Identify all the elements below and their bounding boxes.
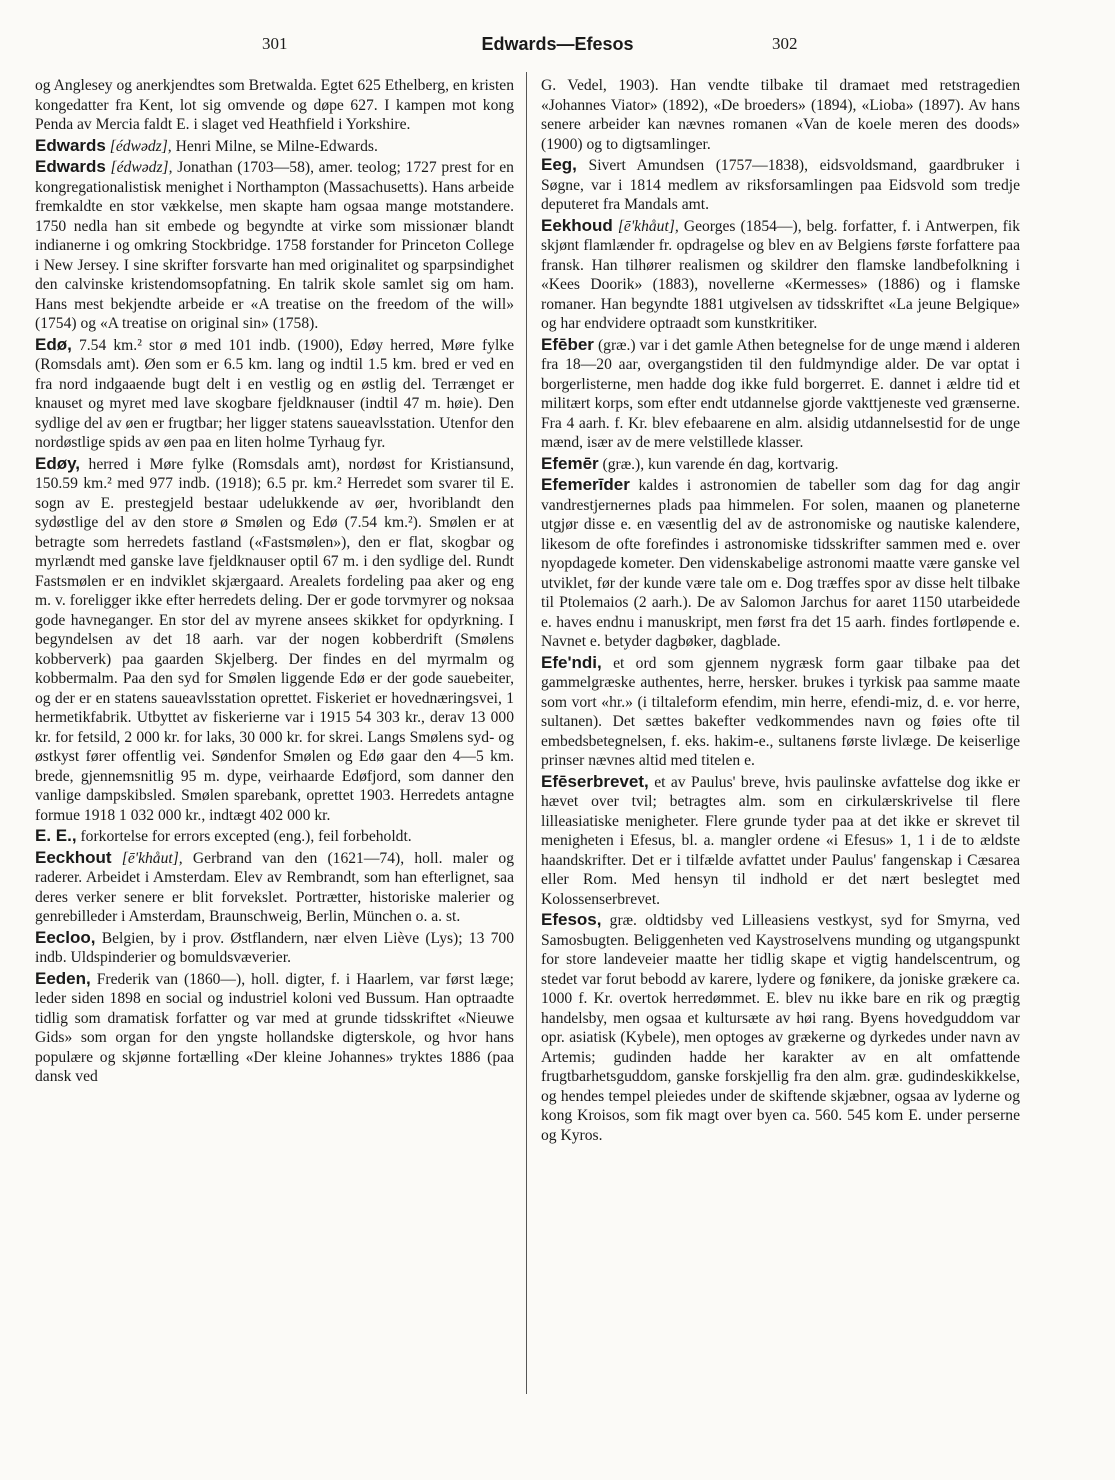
page-number-left: 301 (262, 34, 288, 53)
dictionary-entry (35, 157, 514, 334)
dictionary-entry (35, 969, 514, 1087)
dictionary-entry (35, 335, 514, 453)
dictionary-entry (35, 848, 514, 927)
entry-text: Belgien, by i prov. Østflandern, nær elven Liève (Lys); 13 700 indb. Uldspinderier og bomuldsvæverier. (35, 929, 514, 966)
dictionary-entry (35, 76, 514, 135)
entry-pronunciation: [édwədz], (109, 137, 172, 155)
entry-text: forkortelse for errors excepted (eng.), feil forbeholdt. (80, 828, 412, 845)
entry-headword: Efēber (541, 334, 594, 354)
dictionary-entry (541, 216, 1020, 334)
entry-text: Sivert Amundsen (1757—1838), eidsvoldsmand, gaardbruker i Søgne, var i 1814 medlem av riksforsamlingen paa Eidsvold som tredje deputeret fra Mandals amt. (541, 157, 1020, 213)
entry-text: Jonathan (1703—58), amer. teolog; 1727 prest for en kongregationalistisk menighet i Northampton (Massachusetts). Hans arbeide fremkaldte en stor vækkelse, men skapte ham ogsaa mange motstandere. 1750 nedla han sit embede og begyndte at virke som missionær blandt indianerne i og omkring Stockbridge. 1758 forstander for Princeton College i New Jersey. I sine skrifter forsvarte han med originalitet og sparpsindighet den calvinske kristendomsopfatning. En talrik skole samlet sig om ham. Hans mest bekjendte arbeide er «A treatise on the freedom of the will» (1754) og «A treatise on original sin» (1758). (35, 159, 514, 332)
right-column (541, 76, 1020, 1406)
entry-headword: Eeckhout (35, 847, 112, 867)
dictionary-entry (35, 454, 514, 826)
entry-text: 7.54 km.² stor ø med 101 indb. (1900), Edøy herred, Møre fylke (Romsdals amt). Øen som er 6.5 km. lang og indtil 1.5 km. bred er ved en fra nord indgaaende bugt delt i en vestlig og en østlig del. Terrænget er knauset og myret med lave skogbare fjeldknauser (indtil 47 m. høie). Den sydlige del av øen er frugtbar; her ligger statens saueavlsstation. Utenfor den nordøstlige spids av øen paa en liten holme Tyrhaug fyr. (35, 336, 514, 451)
entry-text: Frederik van (1860—), holl. digter, f. i Haarlem, var først læge; leder siden 1898 en social og industriel koloni ved Bussum. Han optraadte tidlig som dramatisk forfatter og var med at grunde tidsskriftet «Nieuwe Gids» som organ for den yngste hollandske digterskole, og hvor hans populære og skjønne fortælling «Der kleine Johannes» tryktes 1886 (paa dansk ved (35, 970, 514, 1085)
page-header (0, 34, 1115, 58)
dictionary-entry (35, 928, 514, 968)
dictionary-entry (541, 653, 1020, 771)
entry-pronunciation: [ē'khåut], (617, 217, 679, 235)
entry-headword: Eeden, (35, 968, 91, 988)
entry-text: (græ.), kun varende én dag, kortvarig. (602, 455, 839, 473)
entry-headword: Efe'ndi, (541, 652, 602, 672)
entry-text: Henri Milne, se Milne-Edwards. (175, 137, 378, 155)
entry-headword: Efemerīder (541, 475, 630, 494)
entry-headword: Efemēr (541, 453, 599, 473)
dictionary-entry (541, 76, 1020, 154)
entry-headword: Eecloo, (35, 927, 96, 947)
entry-text: Georges (1854—), belg. forfatter, f. i Antwerpen, fik skjønt flamlænder fr. opdragelse og blev en av Belgiens første forfattere paa fransk. Han tilhører realismen og skildrer den flamske landbefolkning i «Kees Doorik» (1883), novellerne «Kermesses» (1886) og i flamske romaner. Han begyndte 1881 utgivelsen av tidsskriftet «La jeune Belgique» og har endvidere optraadt som kunstkritiker. (541, 217, 1020, 332)
entry-headword: Eekhoud (541, 215, 613, 235)
entry-headword: Eeg, (541, 155, 577, 174)
entry-text: (græ.) var i det gamle Athen betegnelse for de unge mænd i alderen fra 18—20 aar, overgangstiden til den fuldmyndige alder. De var optat i borgerlisterne, men hadde dog ikke fuld borgerret. E. dannet i ældre tid et militært korps, som efter endt utdannelse gjorde vakttjeneste ved grænserne. Fra 4 aarh. f. Kr. blev efebaarene en alm. alsidig utdannelsestid for de unge mænd, især av de mere velstillede klasser. (541, 336, 1020, 451)
page-number-right: 302 (772, 34, 798, 53)
dictionary-entry (35, 136, 514, 157)
dictionary-entry (541, 454, 1020, 475)
column-divider (526, 72, 527, 1394)
entry-headword: Efesos, (541, 910, 602, 929)
entry-text: og Anglesey og anerkjendtes som Bretwalda. Egtet 625 Ethelberg, en kristen kongedatter fra Kent, lot sig omvende og døpe 627. I kampen mot kong Penda av Mercia faldt E. i slaget ved Heathfield i Yorkshire. (35, 77, 514, 133)
dictionary-entry (541, 335, 1020, 453)
entry-headword: Edøy, (35, 453, 81, 473)
dictionary-entry (541, 772, 1020, 910)
entry-text: G. Vedel, 1903). Han vendte tilbake til dramaet med retstragedien «Johannes Viator» (1892), «De broeders» (1894), «Lioba» (1897). Av hans senere arbeider kan nævnes romanen «Van de koele meren des doods» (1900) og to digtsamlinger. (541, 77, 1020, 153)
entry-text: græ. oldtidsby ved Lilleasiens vestkyst, syd for Smyrna, ved Samosbugten. Beliggenheten ved Kaystroselvens munding og utgangspunkt for store landeveier maatte her tidlig skape et vigtig handelscentrum, og stedet var forut bebodd av karere, lydere og fønikere, da joniske grækere ca. 1000 f. Kr. overtok herredømmet. E. blev nu ikke bare en rik og prægtig handelsby, men ogsaa et kultursæte av høi rang. Byens hovedguddom var opr. asiatisk (Kybele), men optoges av grækerne og dyrkedes under navn av Artemis; gudinden hadde her karakter av en alt omfattende frugtbarhetsguddom, ganske forskjellig fra den alm. græ. gudindeskikkelse, og hendes tempel pleiedes under de skiftende skjæbner, ogsaa av lyderne og kong Kroisos, som fik magt over byen ca. 560. 545 kom E. under perserne og Kyros. (541, 912, 1020, 1144)
running-title: Edwards—Efesos (481, 34, 634, 54)
entry-pronunciation: [ē'khåut], (121, 849, 183, 867)
dictionary-entry (541, 910, 1020, 1145)
entry-text: Gerbrand van den (1621—74), holl. maler og raderer. Arbeidet i Amsterdam. Elev av Rembrandt, som han efterlignet, saa deres verker senere er blit forvekslet. Portrætter, historiske malerier og genrebilleder i Amsterdam, Braunschweig, Berlin, München o. a. st. (35, 849, 514, 925)
entry-text: herred i Møre fylke (Romsdals amt), nordøst for Kristiansund, 150.59 km.² med 977 indb. (1918); 6.5 pr. km.² Herredet som svarer til E. sogn av E. prestegjeld bestaar udelukkende av øer, hvoriblandt den sydøstlige del av den store ø Smølen og Edø (7.54 km.²). Smølen er at betragte som herredets fastland («Fastsmølen»), den er flat, skogbar og myrlændt med ganske lave fjeldknauser optil 67 m. i den sydlige del. Rundt Fastsmølen er en indviklet skjærgaard. Arealets fordeling paa aker og eng m. v. foreligger ikke efter herredets deling. Der er gode torvmyrer og noksaa gode havneganger. En stor del av myrene ansees skikket for opdyrkning. I begyndelsen av det 18 aarh. var der nogen kobberdrift (Smølens kobberverk) paa gaarden Skjelberg. Der findes en del myrmalm og kobbermalm. Paa den syd for Smølen liggende Edø er der gode sauebeiter, og der er en statens saueavlsstation oprettet. Fiskeriet er hovednæringsvei, 1 hermetikfabrik. Utbyttet av fiskerierne var i 1915 54 303 kr., derav 13 000 kr. for fetsild, 2 000 kr. for laks, 30 000 kr. for skrei. Langs Smølens syd- og østkyst fører offentlig vei. Søndenfor Smølen og Edø gaar den 4—5 km. brede, gjennemsnitlig 95 m. dype, veirhaarde Edøfjord, som danner den vanlige dampskibsled. Smølen sparebank, oprettet 1903. Herredets antagne formue 1918 1 032 000 kr., indtægt 402 000 kr. (35, 455, 514, 824)
dictionary-entry (541, 475, 1020, 652)
dictionary-entry (35, 826, 514, 847)
entry-text: et ord som gjennem nygræsk form gaar tilbake paa det gammelgræske authentes, herre, hersker. brukes i tyrkisk paa samme maate som vort «hr.» (i tiltaleform efendim, min herre, efendi-miz, d. e. vor herre, sultanen). Det sættes bakefter vedkommendes navn og føies ofte til embedsbetegnelsen, f. eks. hakim-e., sultanens første livlæge. De keiserlige prinser nævnes altid med titelen e. (541, 654, 1020, 769)
entry-text: kaldes i astronomien de tabeller som dag for dag angir vandrestjernernes plads paa himmelen. For solen, maanen og planeterne utgjør disse e. en væsentlig del av de astronomiske og nautiske kalendere, likesom de ofte forefindes i astronomiske tidsskrifter sammen med e. over nyopdagede kometer. Den videnskabelige astronomi maatte være ganske vel utviklet, før der kunde være tale om e. Dog træffes spor av disse helt tilbake til Ptolemaios (2 aarh.). De av Salomon Jarchus for aaret 1150 utarbeidede e. haves endnu i manuskript, men først fra det 15 aarh. findes fortløpende e. Navnet e. betyder dagbøker, dagblade. (541, 477, 1020, 650)
dictionary-entry (541, 155, 1020, 215)
entry-headword: E. E., (35, 826, 77, 845)
entry-text: et av Paulus' breve, hvis paulinske avfattelse dog ikke er hævet over tvil; betragtes alm. som en cirkulærskrivelse til flere lilleasiatiske menigheter. Flere grunde tyder paa at det ikke er skrevet til menigheten i Efesus, bl. a. mangler ordene «i Efesus» 1, 1 i de to ældste haandskrifter. Det er i tilfælde avfattet under Paulus' fangenskap i Cæsarea eller Rom. Med hensyn til indhold er det nært beslegtet med Kolossenserbrevet. (541, 773, 1020, 908)
entry-headword: Edwards (35, 135, 106, 155)
entry-pronunciation: [édwədz], (110, 159, 173, 176)
entry-headword: Edø, (35, 334, 72, 354)
entry-headword: Edwards (35, 157, 106, 176)
left-column (35, 76, 514, 1406)
entry-headword: Efēserbrevet, (541, 771, 649, 791)
